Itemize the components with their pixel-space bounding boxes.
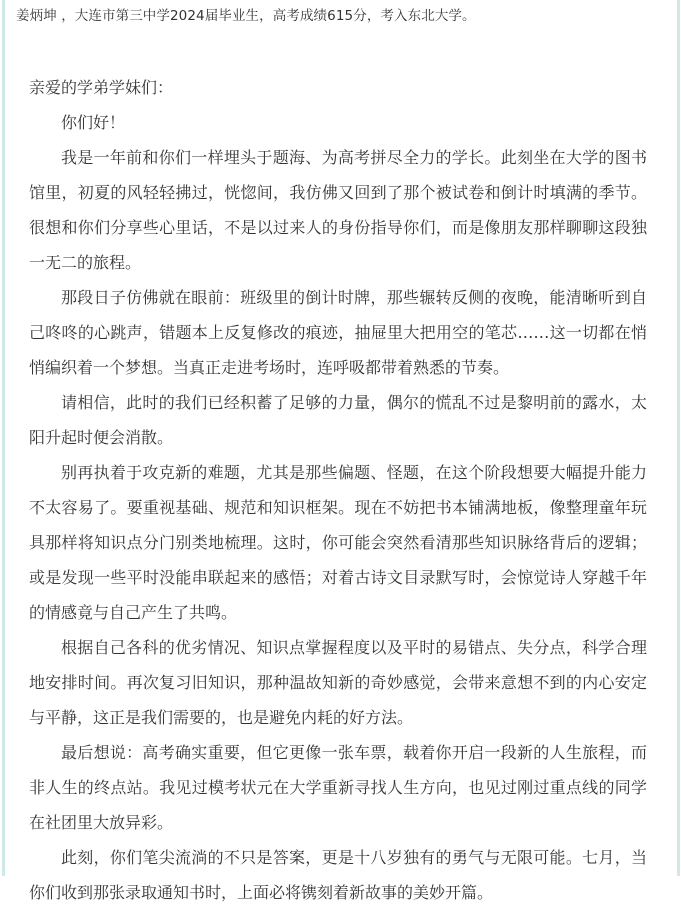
letter-paragraph: 最后想说：高考确实重要，但它更像一张车票，载着你开启一段新的人生旅程，而非人生的终点站。我见过模考状元在大学重新寻找人生方向，也见过刚过重点线的同学在社团里大放异彩。 xyxy=(29,743,647,832)
letter-paragraph: 那段日子仿佛就在眼前：班级里的倒计时牌，那些辗转反侧的夜晚，能清晰听到自己咚咚的心跳声，错题本上反复修改的痕迹，抽屉里大把用空的笔芯……这一切都在悄悄编织着一个梦想。当真正走进考场时，连呼吸都带着熟悉的节奏。 xyxy=(29,288,647,377)
letter-greeting: 你们好！ xyxy=(61,113,126,132)
letter-paragraph: 根据自己各科的优劣情况、知识点掌握程度以及平时的易错点、失分点，科学合理地安排时间。再次复习旧知识，那种温故知新的奇妙感觉，会带来意想不到的内心安定与平静，这正是我们需要的，也是避免内耗的好方法。 xyxy=(29,638,647,727)
letter-paragraph: 别再执着于攻克新的难题，尤其是那些偏题、怪题，在这个阶段想要大幅提升能力不太容易了。要重视基础、规范和知识框架。现在不妨把书本铺满地板，像整理童年玩具那样将知识点分门别类地梳理。这时，你可能会突然看清那些知识脉络背后的逻辑；或是发现一些平时没能串联起来的感悟；对着古诗文目录默写时，会惊觉诗人穿越千年的情感竟与自己产生了共鸣。 xyxy=(29,463,647,622)
letter-paragraph: 此刻，你们笔尖流淌的不只是答案，更是十八岁独有的勇气与无限可能。七月，当你们收到那张录取通知书时，上面必将镌刻着新故事的美妙开篇。 xyxy=(29,848,647,902)
letter-salutation: 亲爱的学弟学妹们： xyxy=(29,78,174,97)
letter-body xyxy=(29,70,647,910)
author-byline: 姜炳坤 ，大连市第三中学2024届毕业生，高考成绩615分，考入东北大学。 xyxy=(16,8,476,24)
letter-paragraph: 我是一年前和你们一样埋头于题海、为高考拼尽全力的学长。此刻坐在大学的图书馆里，初夏的风轻轻拂过，恍惚间，我仿佛又回到了那个被试卷和倒计时填满的季节。很想和你们分享些心里话，不是以过来人的身份指导你们，而是像朋友那样聊聊这段独一无二的旅程。 xyxy=(29,148,647,272)
article-frame xyxy=(2,0,680,902)
letter-paragraph: 请相信，此时的我们已经积蓄了足够的力量，偶尔的慌乱不过是黎明前的露水，太阳升起时便会消散。 xyxy=(29,393,647,447)
